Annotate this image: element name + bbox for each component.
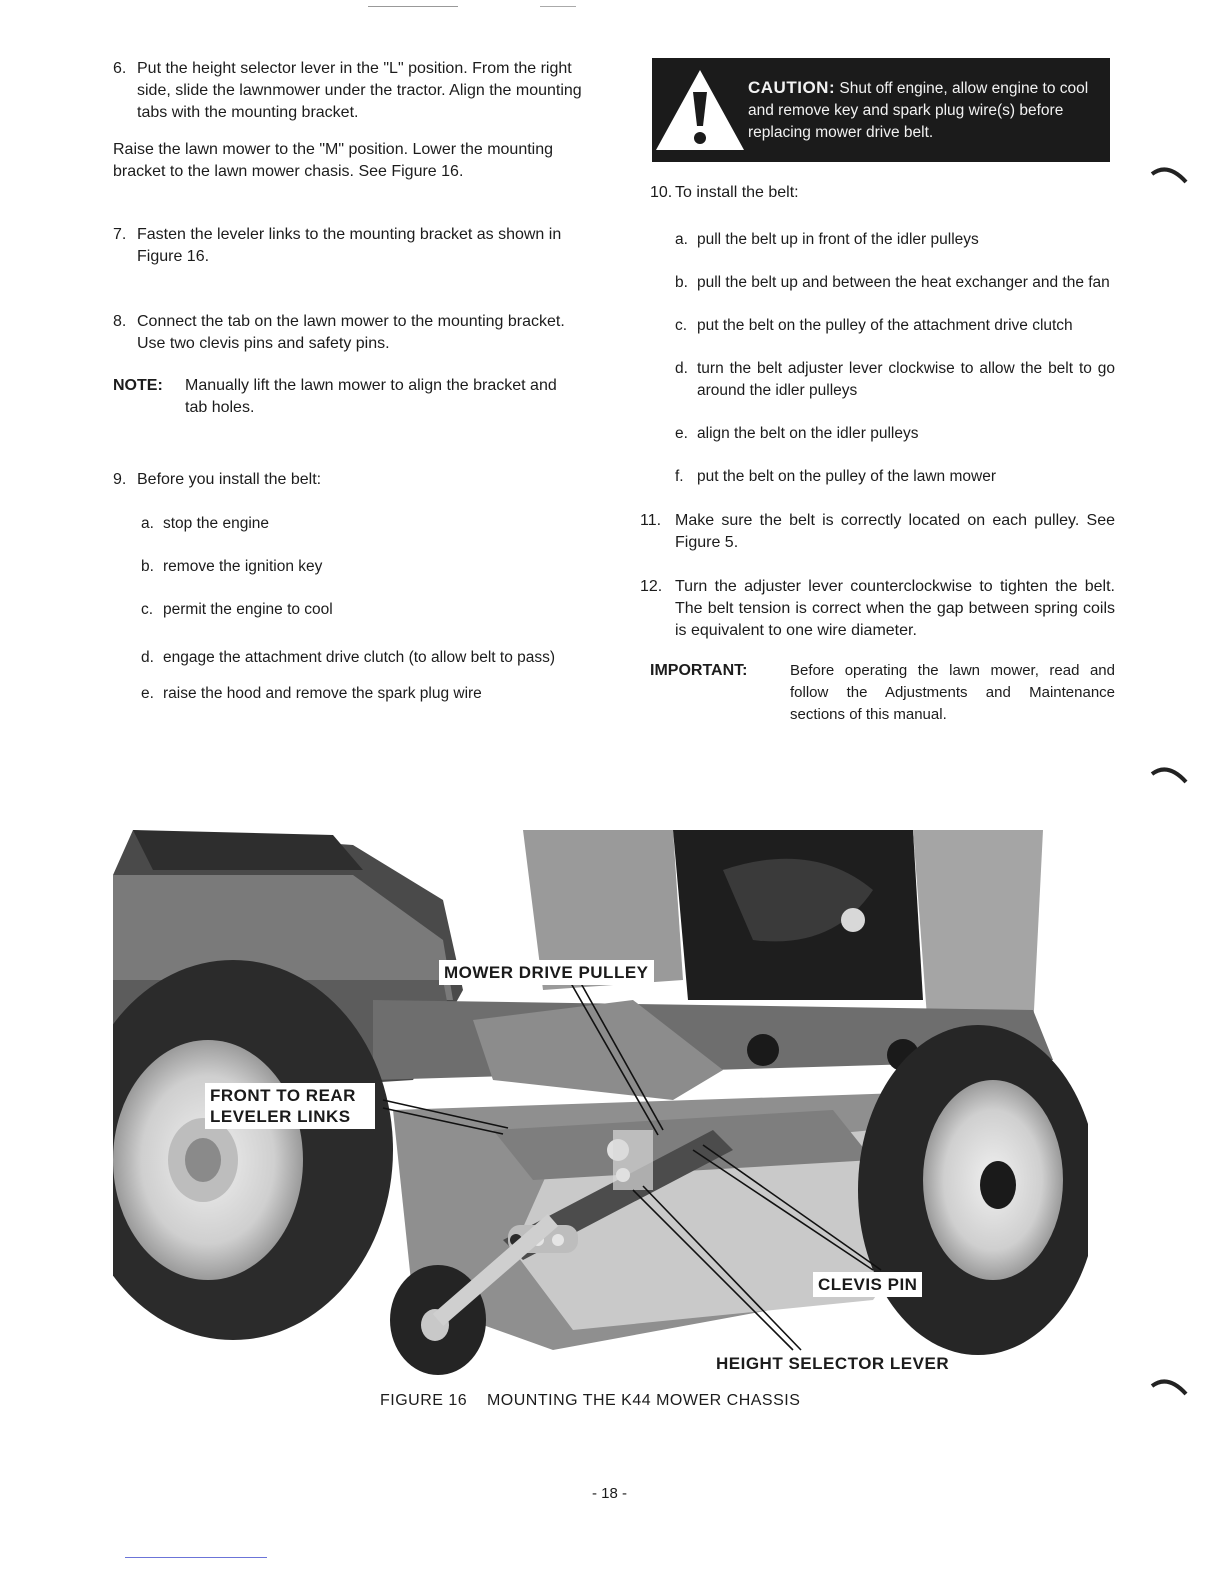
substep-text: engage the attachment drive clutch (to allow belt to pass) [163, 649, 556, 666]
substep-text: pull the belt up and between the heat exchanger and the fan [697, 274, 1110, 291]
margin-mark [1150, 160, 1190, 190]
substep-text: permit the engine to cool [163, 601, 333, 618]
step-9 [113, 469, 583, 491]
substep-text: remove the ignition key [163, 558, 323, 575]
substep [675, 358, 1115, 402]
substep-text: raise the hood and remove the spark plug wire [163, 685, 482, 702]
top-rule [540, 6, 576, 7]
margin-mark [1150, 1372, 1190, 1402]
caution-body: Shut off engine, allow engine to cool and remove key and spark plug wire(s) before replacing mower drive belt. [748, 79, 1089, 141]
substep [675, 315, 1115, 337]
substep-letter: e. [675, 425, 688, 442]
substep [675, 272, 1115, 294]
step-text: Before you install the belt: [137, 471, 322, 488]
substep-text: pull the belt up in front of the idler pulleys [697, 231, 979, 248]
note [113, 375, 583, 419]
substep-text: align the belt on the idler pulleys [697, 425, 919, 442]
step-6 [113, 58, 583, 124]
step-7 [113, 224, 583, 268]
substep [675, 466, 1115, 488]
step-paragraph: Raise the lawn mower to the "M" position. Lower the mounting bracket to the lawn mower chasis. See Figure 16. [113, 141, 554, 180]
warning-icon [652, 66, 748, 154]
substep-text: put the belt on the pulley of the attachment drive clutch [697, 317, 1073, 334]
substep-letter: c. [675, 317, 688, 334]
substep [141, 647, 583, 669]
step-number: 6. [113, 60, 127, 77]
important-note [650, 660, 1115, 726]
step-number: 12. [640, 578, 663, 595]
step-number: 9. [113, 471, 127, 488]
step-text: Make sure the belt is correctly located on each pulley. See Figure 5. [675, 512, 1115, 551]
step-text: Turn the adjuster lever counterclockwise to tighten the belt. The belt tension is correct when the gap between spring coils is equivalent to one wire diameter. [675, 578, 1115, 639]
left-column [113, 58, 583, 705]
step-number: 10. [650, 184, 673, 201]
substep-letter: a. [141, 515, 154, 532]
note-text: Manually lift the lawn mower to align the bracket and tab holes. [185, 377, 557, 416]
substep-letter: e. [141, 685, 154, 702]
important-label: IMPORTANT: [650, 662, 748, 679]
step-text: Put the height selector lever in the "L" position. From the right side, slide the lawnmower under the tractor. Align the mounting tabs with the mounting bracket. [137, 60, 582, 121]
step-text: Fasten the leveler links to the mounting bracket as shown in Figure 16. [137, 226, 562, 265]
substep-letter: d. [141, 649, 154, 666]
caution-box [652, 58, 1110, 162]
figure-photo [113, 830, 1088, 1375]
callout-clevis-pin: CLEVIS PIN [813, 1272, 922, 1297]
substep-letter: a. [675, 231, 688, 248]
substep-letter: c. [141, 601, 154, 618]
caution-text [748, 77, 1110, 144]
callout-height-selector-lever: HEIGHT SELECTOR LEVER [716, 1354, 950, 1373]
step-number: 11. [640, 512, 662, 529]
step-12 [640, 576, 1115, 642]
step-number: 8. [113, 313, 127, 330]
substep [141, 683, 583, 705]
substep [141, 556, 583, 578]
substep-text: turn the belt adjuster lever clockwise to allow the belt to go around the idler pulleys [697, 360, 1115, 399]
step-11 [640, 510, 1115, 554]
substep [675, 423, 1115, 445]
figure-caption: FIGURE 16 MOUNTING THE K44 MOWER CHASSIS [380, 1392, 801, 1409]
callout-mower-drive-pulley: MOWER DRIVE PULLEY [439, 960, 654, 985]
step-text: To install the belt: [675, 184, 799, 201]
page-number: - 18 - [592, 1485, 628, 1502]
substep-text: put the belt on the pulley of the lawn mower [697, 468, 996, 485]
margin-mark [1150, 760, 1190, 790]
substep-letter: b. [675, 274, 688, 291]
callout-leveler-links: FRONT TO REAR LEVELER LINKS [205, 1083, 375, 1129]
footer-line [125, 1557, 267, 1558]
substep [675, 229, 1115, 251]
right-column [640, 182, 1115, 726]
substep-letter: b. [141, 558, 154, 575]
step-text: Connect the tab on the lawn mower to the mounting bracket. Use two clevis pins and safety pins. [137, 313, 565, 352]
substep-letter: d. [675, 360, 688, 377]
caution-label: CAUTION: [748, 77, 836, 97]
substep-text: stop the engine [163, 515, 270, 532]
step-8 [113, 311, 583, 355]
step-10 [650, 182, 1115, 204]
step-number: 7. [113, 226, 127, 243]
substep [141, 599, 583, 621]
note-label: NOTE: [113, 377, 163, 394]
important-text: Before operating the lawn mower, read and follow the Adjustments and Maintenance sections of this manual. [790, 662, 1115, 723]
top-rule [368, 6, 458, 7]
substep-letter: f. [675, 468, 684, 485]
substep [141, 513, 583, 535]
